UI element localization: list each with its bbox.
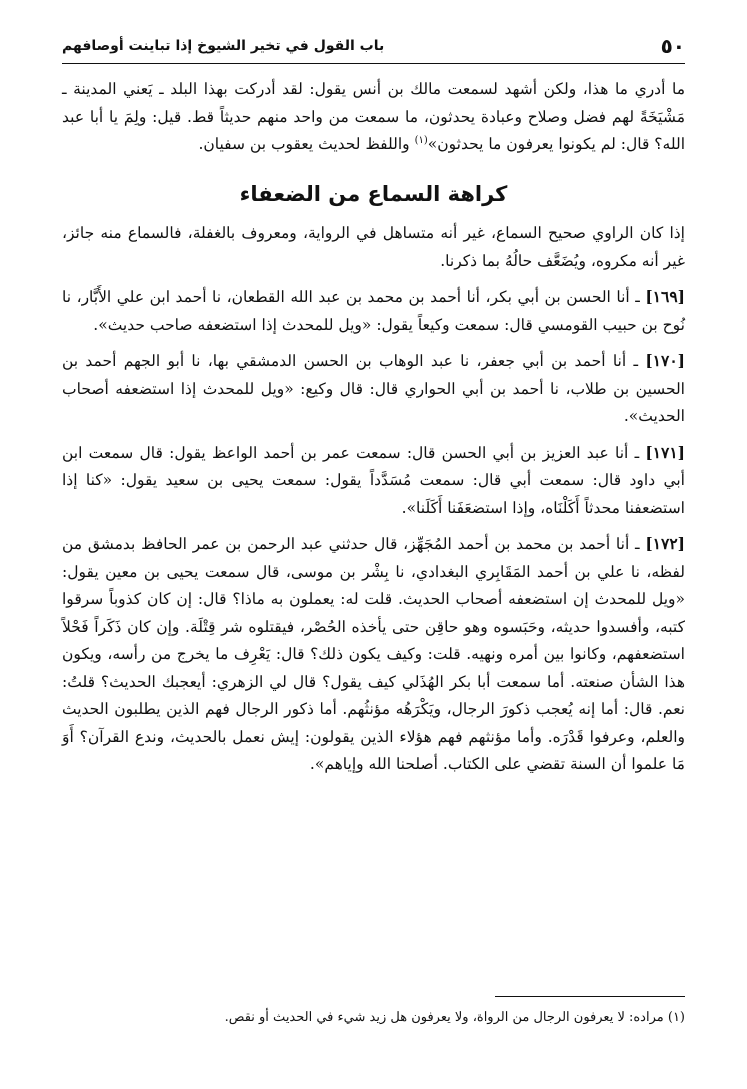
narration-172 bbox=[62, 530, 685, 779]
footnote-reference: (١) bbox=[414, 134, 428, 146]
narration-text: ـ أنا عبد العزيز بن أبي الحسن قال: سمعت عمر بن أحمد الواعظ يقول: قال سمعت ابن أبي داود قال: سمعت أبي قال: سمعت مُسَدَّداً يقول: سمعت يحيى بن سعيد يقول: «كنا إذا استضعفنا محدثاً أَكَلْنَاه، وإذا استضعَفَنا أَكَلَنا». bbox=[62, 443, 685, 517]
narration-text: ـ أنا الحسن بن أبي بكر، أنا أحمد بن محمد بن عبد الله القطعان، نا أحمد ابن علي الأَبَّار، نا نُوح بن حبيب القومسي قال: سمعت وكيعاً يقول: «ويل للمحدث إذا استضعفه صاحب حديث». bbox=[62, 288, 685, 334]
narration-169 bbox=[62, 283, 685, 339]
main-text bbox=[62, 76, 685, 779]
header-rule bbox=[62, 63, 685, 64]
paragraph-text-tail: واللفظ لحديث يعقوب بن سفيان. bbox=[198, 135, 415, 153]
narration-number: [١٧٢] bbox=[645, 534, 685, 553]
paragraph-continuation bbox=[62, 76, 685, 159]
paragraph-intro: إذا كان الراوي صحيح السماع، غير أنه متساهل في الرواية، ومعروف بالغفلة، فالسماع منه جائز، غير أنه مكروه، ويُضَعَّف حالُهُ بما ذكرنا. bbox=[62, 224, 685, 270]
narration-text: ـ أنا أحمد بن أبي جعفر، نا عبد الوهاب بن الحسن الدمشقي بها، نا أبو الجهم أحمد بن الحسين بن طلاب، نا أحمد بن أبي الحواري قال: قال وكيع: «ويل للمحدث إذا استضعفه أصحاب الحديث». bbox=[62, 352, 685, 425]
narration-number: [١٧٠] bbox=[645, 351, 685, 370]
narration-171 bbox=[62, 439, 685, 523]
footnote-separator bbox=[495, 996, 685, 997]
paragraph-text: ما أدري ما هذا، ولكن أشهد لسمعت مالك بن أنس يقول: لقد أدركت بهذا البلد ـ يَعني المدينة ـ مَشْيَخَةً لهم فضل وصلاح وعبادة يحدثون، ما سمعت من واحد منهم حديثاً قط. قيل: ولِمَ يا أبا عبد الله؟ قال: لم يكونوا يعرفون ما يحدثون» bbox=[62, 80, 685, 153]
narration-number: [١٦٩] bbox=[645, 287, 685, 306]
running-header bbox=[62, 30, 685, 64]
running-title: باب القول في تخير الشيوخ إذا تباينت أوصافهم bbox=[62, 38, 385, 54]
page-number: ٥٠ bbox=[660, 34, 685, 58]
narration-number: [١٧١] bbox=[645, 442, 685, 462]
footnote-marker: (١) bbox=[667, 1010, 685, 1025]
footnote-text: مراده: لا يعرفون الرجال من الرواة، ولا يعرفون هل زيد شيء في الحديث أو نقص. bbox=[224, 1010, 668, 1025]
section-heading: كراهة السماع من الضعفاء bbox=[239, 181, 508, 206]
footnote bbox=[62, 1008, 685, 1028]
narration-text: ـ أنا أحمد بن محمد بن أحمد المُجَهِّز، قال حدثني عبد الرحمن بن عمر الحافظ بدمشق من لفظه، نا علي بن أحمد المَقَابِري البغدادي، نا بِشْر بن موسى، قال سمعت يحيى بن معين يقول: «ويل للمحدث إن استضعفه أصحاب الحديث. قلت له: يعملون به ماذا؟ قال: إن كان كذوباً سرقوا كتبه، وأفسدوا حديثه، وحَبَسوه وهو حاقِن حتى يأخذه الحُصْر، فيقتلوه شر قِتْلَة. وإن كان ذَكَراً فَحْلاً استضعفهم، وكانوا بين أمره ونهيه. قلت: وكيف يكون ذلك؟ قال: يَعْرِف ما يخرج من رأسه، ويكون هذا الشأن صنعته. أما سمعت أبا بكر الهُذَلي كيف يقول؟ قال لي الزهري: أيعجبك الحديث؟ قلتُ: نعم. قال: أما إنه يُعجب ذكورَ الرجال، ويَكْرَهُه مؤنثُهم. أما ذكور الرجال فهم الذين يطلبون الحديث والعلم، وعرفوا قَدْرَه. وأما مؤنثهم فهم هؤلاء الذين يقولون: إيش نعمل بالحديث، وندع القرآن؟ أَوَ مَا علموا أن السنة تقضي على الكتاب. أصلحنا الله وإياهم». bbox=[62, 535, 685, 773]
narration-170 bbox=[62, 347, 685, 431]
